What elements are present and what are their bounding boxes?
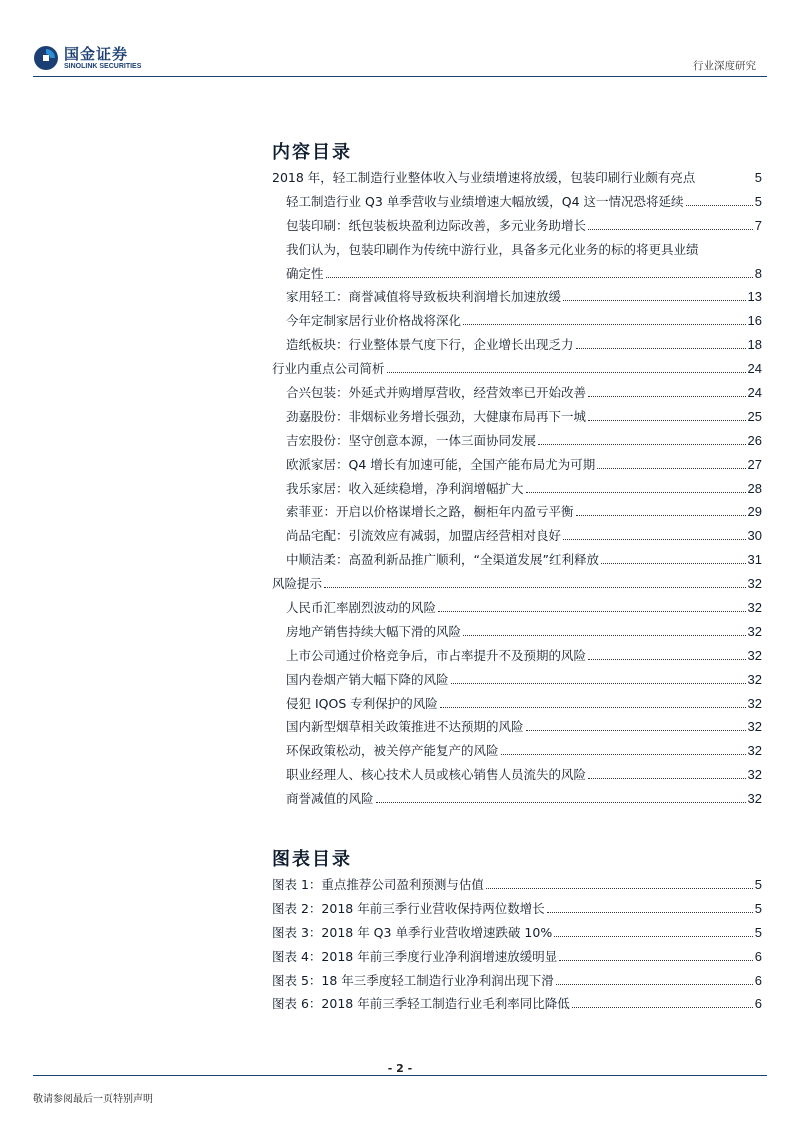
toc-entry-title: 风险提示 bbox=[272, 576, 323, 592]
toc-entry-page: 16 bbox=[747, 313, 762, 329]
toc-entry-title: 吉宏股份：坚守创意本源，一体三面协同发展 bbox=[286, 432, 537, 448]
toc-entry-page: 5 bbox=[754, 193, 762, 209]
page-header bbox=[0, 0, 800, 80]
toc-entry-title: 我们认为，包装印刷作为传统中游行业，具备多元化业务的标的将更具业绩 bbox=[286, 241, 699, 257]
leader-dots bbox=[563, 538, 746, 540]
figure-entry-title: 图表 6：2018 年前三季轻工制造行业毛利率同比降低 bbox=[272, 996, 570, 1012]
figure-entry-title: 图表 1：重点推荐公司盈利预测与估值 bbox=[272, 877, 484, 892]
toc-entry[interactable] bbox=[272, 574, 762, 598]
toc-entry-title: 2018 年，轻工制造行业整体收入与业绩增速将放缓，包装印刷行业颇有亮点 bbox=[272, 170, 696, 185]
toc-entry-page: 32 bbox=[747, 623, 762, 639]
toc-entry-page: 24 bbox=[747, 361, 762, 377]
leader-dots bbox=[601, 562, 746, 564]
page-number: - 2 - bbox=[387, 1062, 413, 1075]
toc-entry-page: 27 bbox=[747, 456, 762, 472]
figure-entry-page: 6 bbox=[754, 996, 762, 1012]
toc-entry-title: 中顺洁柔：高盈利新品推广顺利，“全渠道发展”红利释放 bbox=[286, 552, 599, 568]
leader-dots bbox=[438, 610, 746, 612]
toc-entry-page: 32 bbox=[747, 743, 762, 759]
toc-entry[interactable] bbox=[272, 192, 762, 216]
leader-dots bbox=[695, 181, 754, 182]
logo-chinese-name: 国金证券 bbox=[64, 44, 129, 63]
toc-entry[interactable] bbox=[272, 264, 762, 288]
toc-entry[interactable] bbox=[272, 717, 762, 741]
leader-dots bbox=[576, 347, 746, 349]
report-type-label: 行业深度研究 bbox=[693, 60, 756, 72]
toc-entry[interactable] bbox=[272, 311, 762, 335]
leader-dots bbox=[588, 658, 746, 660]
toc-entry-page: 32 bbox=[747, 671, 762, 687]
leader-dots bbox=[538, 443, 746, 445]
leader-dots bbox=[463, 323, 746, 325]
toc-entry[interactable] bbox=[272, 694, 762, 718]
leader-dots bbox=[326, 276, 753, 278]
logo-english-name: SINOLINK SECURITIES bbox=[64, 62, 142, 70]
toc-entry-title: 索菲亚：开启以价格谋增长之路，橱柜年内盈亏平衡 bbox=[286, 504, 574, 520]
toc-entry-title: 轻工制造行业 Q3 单季营收与业绩增速大幅放缓，Q4 这一情况恐将延续 bbox=[286, 193, 684, 209]
leader-dots bbox=[588, 419, 746, 421]
toc-entry[interactable] bbox=[272, 741, 762, 765]
leader-dots bbox=[526, 491, 746, 493]
toc-entry-page: 24 bbox=[747, 385, 762, 401]
toc-entry-title: 我乐家居：收入延续稳增，净利润增幅扩大 bbox=[286, 480, 524, 496]
figure-entry-title: 图表 2：2018 年前三季行业营收保持两位数增长 bbox=[272, 900, 545, 916]
toc-entry-page: 32 bbox=[747, 647, 762, 663]
toc-entry-title: 侵犯 IQOS 专利保护的风险 bbox=[286, 695, 438, 711]
toc-entry-page: 32 bbox=[747, 695, 762, 711]
figure-entry-page: 5 bbox=[754, 900, 762, 916]
toc-entry[interactable] bbox=[272, 670, 762, 694]
figure-entry[interactable] bbox=[272, 971, 762, 995]
toc-entry-page: 8 bbox=[754, 265, 762, 281]
figure-entry[interactable] bbox=[272, 875, 762, 899]
leader-dots bbox=[486, 887, 753, 889]
toc-entry[interactable] bbox=[272, 622, 762, 646]
toc-entry[interactable] bbox=[272, 240, 762, 264]
toc-entry-title: 家用轻工：商誉减值将导致板块利润增长加速放缓 bbox=[286, 289, 562, 305]
toc-entry-title: 国内卷烟产销大幅下降的风险 bbox=[286, 671, 449, 687]
toc-entry-title: 国内新型烟草相关政策推进不达预期的风险 bbox=[286, 719, 524, 735]
toc-entry[interactable] bbox=[272, 479, 762, 503]
toc-entry-page: 18 bbox=[747, 337, 762, 353]
figure-entry[interactable] bbox=[272, 994, 762, 1018]
leader-dots bbox=[576, 514, 746, 516]
figure-entry[interactable] bbox=[272, 923, 762, 947]
company-logo bbox=[33, 45, 141, 71]
toc-entry-title: 房地产销售持续大幅下滑的风险 bbox=[286, 623, 462, 639]
footer-divider bbox=[33, 1075, 767, 1076]
toc-entry[interactable] bbox=[272, 168, 762, 192]
leader-dots bbox=[526, 729, 746, 731]
toc-entry-page: 29 bbox=[747, 504, 762, 520]
toc-entry[interactable] bbox=[272, 335, 762, 359]
toc-entry[interactable] bbox=[272, 287, 762, 311]
toc-entry[interactable] bbox=[272, 383, 762, 407]
leader-dots bbox=[588, 228, 753, 230]
leader-dots bbox=[440, 706, 746, 708]
header-divider bbox=[33, 76, 767, 77]
leader-dots bbox=[376, 801, 746, 803]
toc-entry-title: 尚品宅配：引流效应有减弱，加盟店经营相对良好 bbox=[286, 528, 562, 544]
figure-entry-title: 图表 5：18 年三季度轻工制造行业净利润出现下滑 bbox=[272, 972, 554, 988]
disclaimer-note: 敬请参阅最后一页特别声明 bbox=[33, 1094, 153, 1105]
toc-entry-title: 商誉减值的风险 bbox=[286, 791, 374, 807]
table-of-contents bbox=[272, 168, 762, 813]
toc-entry-title: 劲嘉股份：非烟标业务增长强劲，大健康布局再下一城 bbox=[286, 408, 587, 424]
toc-entry-title: 行业内重点公司简析 bbox=[272, 361, 385, 377]
toc-entry-page: 32 bbox=[747, 576, 762, 592]
toc-entry[interactable] bbox=[272, 407, 762, 431]
toc-entry[interactable] bbox=[272, 455, 762, 479]
figures-title: 图表目录 bbox=[272, 849, 352, 870]
toc-entry-page: 30 bbox=[747, 528, 762, 544]
toc-entry-title: 环保政策松动，被关停产能复产的风险 bbox=[286, 743, 499, 759]
figure-entry-page: 6 bbox=[754, 972, 762, 988]
toc-entry[interactable] bbox=[272, 431, 762, 455]
figure-entry-page: 5 bbox=[754, 877, 762, 892]
toc-entry-page: 32 bbox=[747, 767, 762, 783]
toc-entry-title: 上市公司通过价格竞争后，市占率提升不及预期的风险 bbox=[286, 647, 587, 663]
toc-entry-page: 7 bbox=[754, 217, 762, 233]
figure-entry-title: 图表 3：2018 年 Q3 单季行业营收增速跌破 10% bbox=[272, 924, 553, 940]
toc-entry-title: 确定性 bbox=[286, 265, 324, 281]
toc-entry-title: 合兴包装：外延式并购增厚营收，经营效率已开始改善 bbox=[286, 385, 587, 401]
sinolink-logo-icon bbox=[33, 45, 59, 71]
toc-entry-title: 欧派家居：Q4 增长有加速可能，全国产能布局尤为可期 bbox=[286, 456, 596, 472]
toc-entry[interactable] bbox=[272, 526, 762, 550]
leader-dots bbox=[588, 395, 746, 397]
toc-entry-page: 32 bbox=[747, 791, 762, 807]
leader-dots bbox=[588, 777, 746, 779]
toc-entry[interactable] bbox=[272, 598, 762, 622]
toc-entry-page: 31 bbox=[747, 552, 762, 568]
toc-entry-page: 13 bbox=[747, 289, 762, 305]
figure-entry[interactable] bbox=[272, 899, 762, 923]
toc-entry-title: 职业经理人、核心技术人员或核心销售人员流失的风险 bbox=[286, 767, 587, 783]
leader-dots bbox=[463, 634, 746, 636]
leader-dots bbox=[324, 586, 746, 588]
toc-entry-page: 28 bbox=[747, 480, 762, 496]
toc-title: 内容目录 bbox=[272, 142, 352, 163]
toc-entry-page: 5 bbox=[754, 170, 762, 185]
leader-dots bbox=[554, 935, 753, 937]
toc-entry-page: 26 bbox=[747, 432, 762, 448]
leader-dots bbox=[597, 467, 745, 469]
toc-entry[interactable] bbox=[272, 502, 762, 526]
list-of-figures bbox=[272, 875, 762, 1018]
leader-dots bbox=[686, 204, 753, 206]
figure-entry[interactable] bbox=[272, 947, 762, 971]
leader-dots bbox=[559, 959, 753, 961]
leader-dots bbox=[556, 983, 753, 985]
toc-entry-title: 今年定制家居行业价格战将深化 bbox=[286, 313, 462, 329]
toc-entry[interactable] bbox=[272, 765, 762, 789]
toc-entry-page: 32 bbox=[747, 600, 762, 616]
leader-dots bbox=[547, 911, 753, 913]
leader-dots bbox=[699, 253, 762, 254]
toc-entry[interactable] bbox=[272, 216, 762, 240]
leader-dots bbox=[387, 371, 746, 373]
toc-entry-page: 32 bbox=[747, 719, 762, 735]
leader-dots bbox=[563, 299, 746, 301]
toc-entry[interactable] bbox=[272, 646, 762, 670]
toc-entry[interactable] bbox=[272, 789, 762, 813]
leader-dots bbox=[572, 1006, 753, 1008]
toc-entry[interactable] bbox=[272, 359, 762, 383]
toc-entry[interactable] bbox=[272, 550, 762, 574]
figure-entry-title: 图表 4：2018 年前三季度行业净利润增速放缓明显 bbox=[272, 948, 558, 964]
toc-entry-page: 25 bbox=[747, 408, 762, 424]
figure-entry-page: 5 bbox=[754, 924, 762, 940]
figure-entry-page: 6 bbox=[754, 948, 762, 964]
toc-entry-title: 人民币汇率剧烈波动的风险 bbox=[286, 600, 437, 616]
leader-dots bbox=[501, 753, 746, 755]
toc-entry-title: 包装印刷：纸包装板块盈利边际改善，多元业务助增长 bbox=[286, 217, 587, 233]
toc-entry-title: 造纸板块：行业整体景气度下行，企业增长出现乏力 bbox=[286, 337, 574, 353]
leader-dots bbox=[451, 682, 746, 684]
